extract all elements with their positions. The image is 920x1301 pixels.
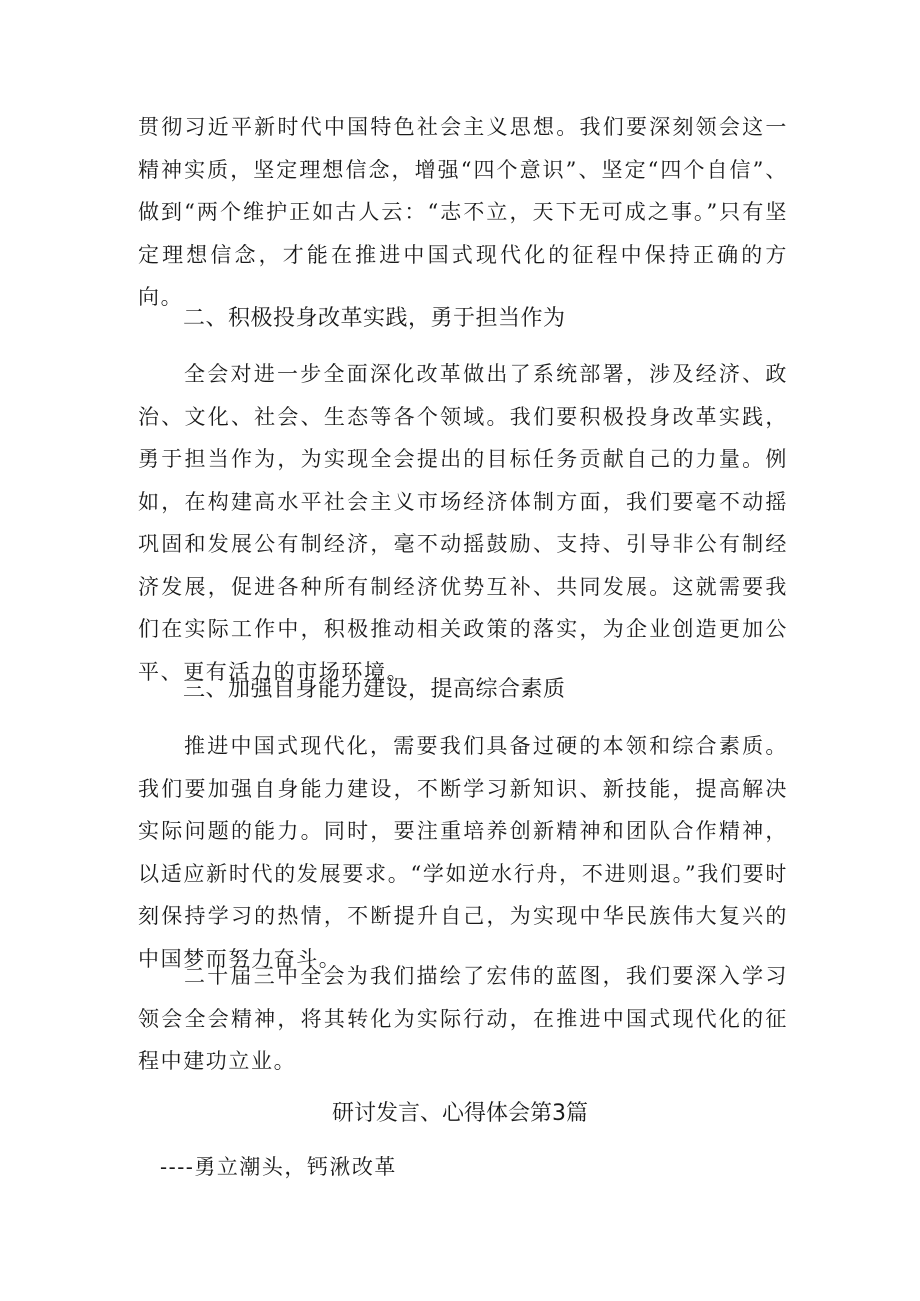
paragraph-capability-building: 推进中国式现代化，需要我们具备过硬的本领和综合素质。我们要加强自身能力建设，不断学习新知识、新技能，提高解决实际问题的能力。同时，要注重培养创新精神和团队合作精神，以适应新时代的发展要求。“学如逆水行舟，不进则退。”我们要时刻保持学习的热情，不断提升自己，为实现中华民族伟大复兴的中国梦而努力奋斗。	[138, 734, 788, 971]
article-subtitle: ----勇立潮头，钙湫改革	[160, 1155, 397, 1179]
paragraph-reform-practice: 全会对进一步全面深化改革做出了系统部署，涉及经济、政治、文化、社会、生态等各个领域。我们要积极投身改革实践，勇于担当作为，为实现全会提出的目标任务贡献自己的力量。例如，在构建高水平社会主义市场经济体制方面，我们要毫不动摇巩固和发展公有制经济，毫不动摇鼓励、支持、引导非公有制经济发展，促进各种所有制经济优势互补、共同发展。这就需要我们在实际工作中，积极推动相关政策的落实，为企业创造更加公平、更有活力的市场环境。	[138, 362, 788, 684]
article-title: 研讨发言、心得体会第3篇	[332, 1101, 588, 1126]
section-heading-3: 三、加强自身能力建设，提高综合素质	[183, 677, 566, 702]
section-heading-2: 二、积极投身改革实践，勇于担当作为	[183, 306, 566, 331]
paragraph-conclusion: 二十届三中全会为我们描绘了宏伟的蓝图，我们要深入学习领会全会精神，将其转化为实际行动，在推进中国式现代化的征程中建功立业。	[138, 964, 788, 1073]
paragraph-intro-continued: 贯彻习近平新时代中国特色社会主义思想。我们要深刻领会这一精神实质，坚定理想信念，增强“四个意识”、坚定“四个自信”、做到“两个维护正如古人云：“志不立，天下无可成之事。”只有坚定理想信念，才能在推进中国式现代化的征程中保持正确的方向。	[138, 115, 788, 309]
